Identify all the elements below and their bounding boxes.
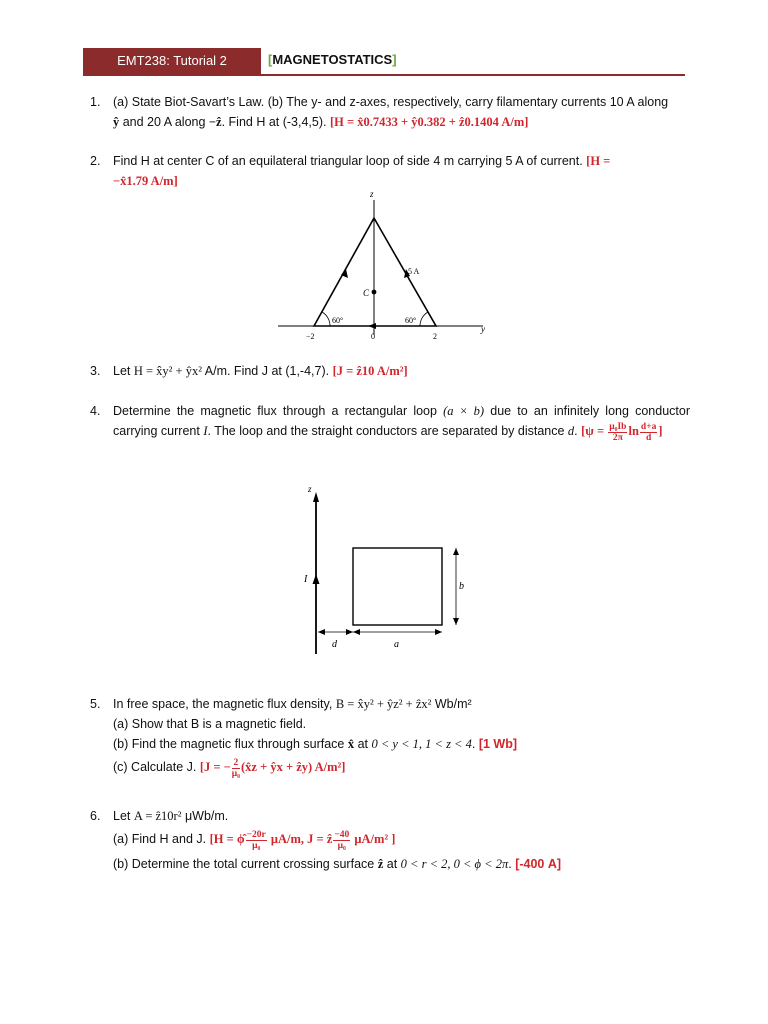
math-range: 0 < r < 2, 0 < ϕ < 2π: [400, 856, 509, 871]
answer-part: ln: [628, 424, 639, 438]
question-text: (c) Calculate J.: [113, 760, 200, 774]
b-label: b: [459, 581, 464, 592]
answer-part: (x̂z + ŷx + ẑy) A/m²]: [241, 760, 346, 774]
answer: [199, 757, 346, 779]
question-text: In free space, the magnetic flux density,: [113, 697, 336, 711]
header-course: EMT238: Tutorial 2: [83, 48, 261, 74]
fraction-numerator: −20r: [246, 829, 266, 840]
answer: [H = x̂0.7433 + ŷ0.382 + ẑ0.1404 A/m]: [329, 115, 529, 129]
question-1: [90, 92, 690, 132]
question-text: (b) Find the magnetic flux through surface: [113, 737, 348, 751]
tick-label: 0: [371, 332, 375, 341]
current-label: 5 A: [408, 267, 420, 276]
d-label: d: [332, 639, 337, 650]
fraction-denominator: 2π: [612, 432, 623, 443]
header-topic: [268, 52, 397, 67]
question-text: due to an infinitely long conductor carrying current: [113, 404, 690, 438]
tick-label: 2: [433, 332, 437, 341]
current-label: I: [304, 574, 308, 585]
answer: [H =: [586, 154, 611, 168]
answer-part: ]: [658, 424, 663, 438]
current-arrow: [313, 574, 320, 584]
dimension-arrow: [453, 548, 459, 555]
math-expression: (a × b): [443, 404, 485, 418]
question-text: at: [383, 856, 401, 871]
fraction-numerator: 2: [233, 757, 239, 768]
question-text: . Find H at (-3,4,5).: [221, 115, 330, 129]
answer-part: [J = −: [199, 760, 231, 774]
fraction-denominator: d: [645, 432, 652, 443]
question-number: 1.: [90, 95, 101, 109]
question-text: Let: [113, 364, 134, 378]
question-6: [90, 806, 690, 874]
question-4: [90, 401, 690, 443]
fraction-numerator: −40: [334, 829, 350, 840]
unit-vector: ẑ: [377, 856, 384, 871]
question-text: μWb/m.: [181, 809, 229, 823]
question-text: (b) Determine the total current crossing surface: [113, 856, 378, 871]
fraction-numerator: μ₀Ib: [609, 421, 627, 432]
answer: [581, 421, 663, 443]
rectangular-loop: [353, 548, 442, 625]
question-number: 5.: [90, 697, 101, 711]
fraction-numerator: d+a: [640, 421, 657, 432]
fraction: [640, 422, 657, 443]
question-intro: [113, 806, 690, 826]
current-arrow: [368, 323, 376, 329]
a-label: a: [394, 639, 399, 650]
answer-part: [ψ =: [581, 424, 605, 438]
question-intro: [113, 694, 690, 714]
question-text: Determine the magnetic flux through a rectangular loop: [113, 404, 444, 418]
question-number: 6.: [90, 809, 101, 823]
question-3: [90, 361, 690, 381]
question-text: .: [574, 424, 582, 438]
dimension-arrow: [435, 629, 442, 635]
fraction: [246, 830, 267, 851]
center-point: [372, 290, 377, 295]
fraction: [608, 422, 627, 443]
answer: −x̂1.79 A/m]: [113, 174, 178, 188]
unit-vector: ŷ: [113, 115, 120, 129]
y-axis-label: y: [481, 324, 485, 334]
question-5: [90, 694, 690, 779]
dimension-arrow: [453, 618, 459, 625]
question-text: . The loop and the straight conductors are separated by distance: [207, 424, 568, 438]
answer: [J = ẑ10 A/m²]: [332, 364, 408, 378]
z-axis-label: z: [370, 190, 374, 199]
math-range: 0 < y < 1, 1 < z < 4: [371, 737, 472, 751]
angle-label-left: 60°: [332, 316, 344, 325]
answer-part: μA/m² ]: [351, 832, 396, 846]
fraction-denominator: μ₀: [252, 840, 261, 851]
subpart-a: (a) Show that B is a magnetic field.: [113, 717, 307, 731]
center-label: C: [363, 288, 370, 298]
question-text: (a) State Biot-Savart’s Law. (b) The y- and z-axes, respectively, carry filamentary currents 10 A along: [113, 95, 669, 109]
angle-label-right: 60°: [405, 316, 417, 325]
angle-arc: [322, 312, 330, 326]
angle-arc: [420, 312, 428, 326]
header-rule: [83, 74, 685, 76]
question-text: (a) Find H and J.: [113, 832, 210, 846]
answer: [-400 A]: [515, 856, 562, 871]
answer-part: [H = ϕ̂: [209, 832, 245, 846]
subpart-a: [113, 829, 690, 851]
topic-bracket-close: ]: [392, 52, 397, 67]
question-text: and 20 A along: [119, 115, 209, 129]
fraction-denominator: μ₀: [231, 768, 240, 779]
dimension-arrow: [353, 629, 360, 635]
question-text: Find H at center C of an equilateral triangular loop of side 4 m carrying 5 A of current.: [113, 154, 587, 168]
z-axis-label: z: [308, 484, 312, 494]
fraction: [232, 758, 240, 779]
fraction-denominator: μ₀: [337, 840, 346, 851]
tick-label: −2: [306, 332, 315, 341]
question-text: Let: [113, 809, 134, 823]
question-text: A/m. Find J at (1,-4,7).: [201, 364, 333, 378]
rectangular-loop-figure: [296, 482, 476, 654]
dimension-arrow: [318, 629, 325, 635]
math-expression: H = x̂y² + ŷx²: [133, 364, 202, 378]
question-text: Wb/m²: [431, 697, 472, 711]
question-text: .: [471, 737, 479, 751]
unit-vector: x̂: [347, 737, 355, 751]
answer: [209, 829, 396, 851]
subpart-b: [113, 734, 690, 754]
subpart-c: [113, 757, 690, 779]
answer: [1 Wb]: [478, 737, 518, 751]
math-symbol: I: [203, 424, 208, 438]
topic-bracket-open: [: [268, 52, 273, 67]
question-text: .: [508, 856, 516, 871]
triangle-loop-figure: [278, 190, 488, 345]
answer-part: μA/m, J = ẑ: [267, 832, 333, 846]
subpart-b: [113, 854, 690, 874]
math-expression: A = ẑ10r²: [133, 809, 182, 823]
topic-label: MAGNETOSTATICS: [272, 52, 393, 67]
question-number: 3.: [90, 364, 101, 378]
question-number: 2.: [90, 154, 101, 168]
question-text: at: [354, 737, 372, 751]
dimension-arrow: [346, 629, 353, 635]
question-2: [90, 151, 690, 191]
question-number: 4.: [90, 404, 101, 418]
math-symbol: d: [567, 424, 575, 438]
fraction: [333, 830, 350, 851]
unit-vector: −ẑ: [208, 115, 222, 129]
z-arrow: [313, 492, 319, 502]
math-expression: B = x̂y² + ŷz² + ẑx²: [335, 697, 432, 711]
